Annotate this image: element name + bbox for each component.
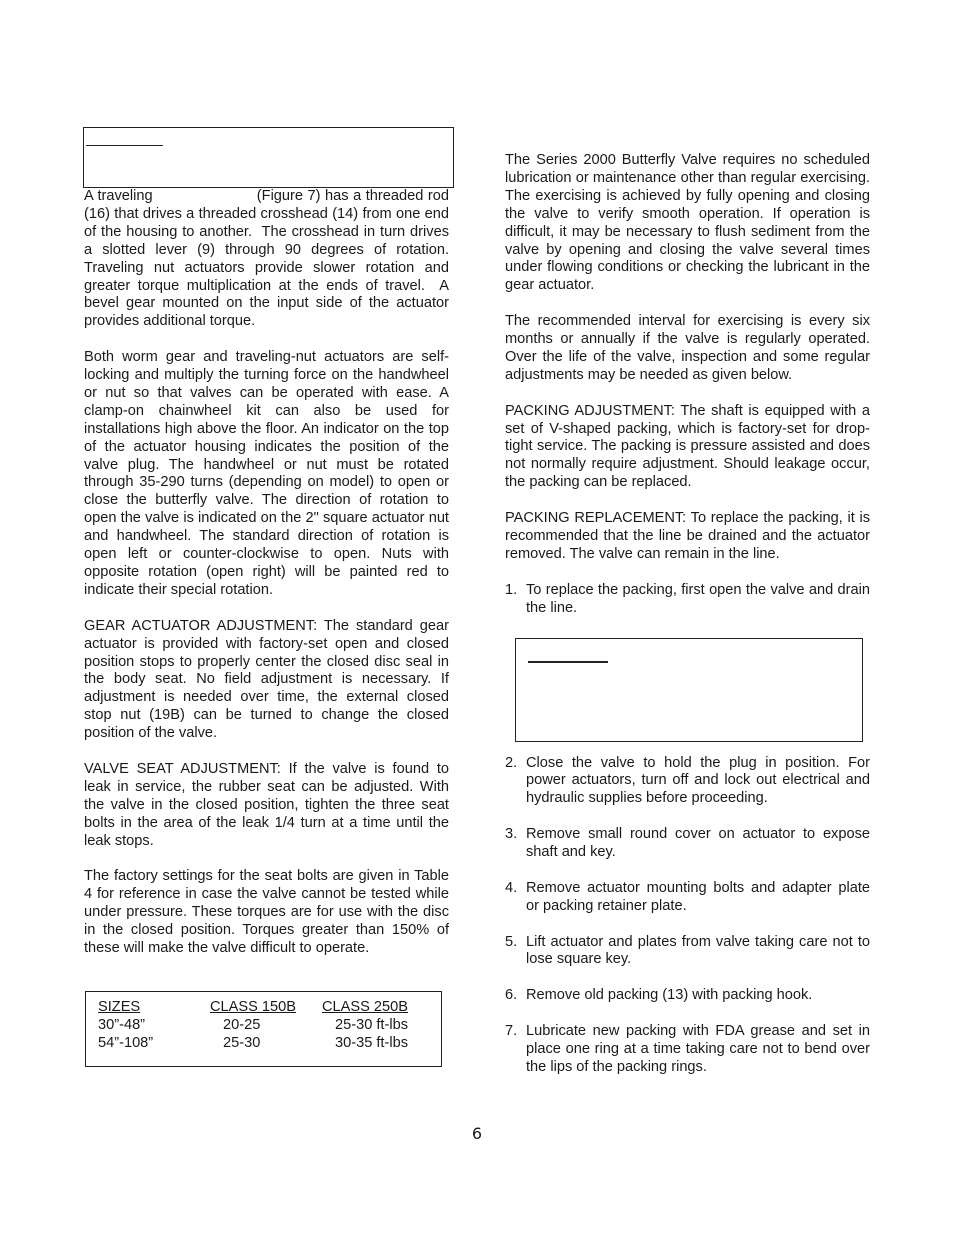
step-text: To replace the packing, first open the valve and drain the line. bbox=[526, 581, 870, 616]
step-text: Close the valve to hold the plug in position. For power actuators, turn off and lock out electrical and hydraulic supplies before proceeding. bbox=[526, 754, 870, 807]
step-number: 5. bbox=[505, 933, 518, 950]
table-header-class-250b: CLASS 250B bbox=[322, 999, 408, 1015]
step-number: 1. bbox=[505, 581, 518, 598]
maintenance-paragraph: The Series 2000 Butterfly Valve requires no scheduled lubrication or maintenance other than regular exercising. The exercising is achieved by fully opening and closing the valve to verify smooth operation. If operation is difficult, it may be necessary to flush sediment from the valve by opening and closing the valve several times under flowing conditions or checking the lubricant in the gear actuator. bbox=[505, 152, 870, 294]
self-locking-paragraph: Both worm gear and traveling-nut actuators are self-locking and multiply the turning force on the handwheel or nut so that valves can be operated with ease. A clamp-on chainwheel kit can also be used for installations high above the floor. An indicator on the top of the actuator housing indicates the position of the valve plug. The handwheel or nut must be rotated through 35-290 turns (depending on model) to open or close the butterfly valve. The direction of rotation to open the valve is indicated on the 2" square actuator nut and handwheel. The standard direction of rotation is open left or counter-clockwise to open. Nuts with opposite rotation (open right) will be painted red to indicate their special rotation. bbox=[84, 349, 449, 598]
list-item bbox=[505, 582, 870, 618]
step-text: Lift actuator and plates from valve taking care not to lose square key. bbox=[526, 933, 870, 968]
step-number: 7. bbox=[505, 1023, 518, 1040]
step-number: 4. bbox=[505, 879, 518, 896]
step-text: Remove old packing (13) with packing hook. bbox=[526, 987, 813, 1004]
list-item bbox=[505, 934, 870, 970]
step-text: Lubricate new packing with FDA grease and set in place one ring at a time taking care not to bend over the lips of the packing rings. bbox=[526, 1023, 870, 1075]
step-text: Remove small round cover on actuator to expose shaft and key. bbox=[526, 826, 870, 861]
table-cell-150b: 20-25 bbox=[223, 1017, 261, 1033]
step-text: Remove actuator mounting bolts and adapter plate or packing retainer plate. bbox=[526, 879, 870, 914]
list-gap bbox=[505, 862, 870, 880]
warning-heading-rule bbox=[528, 661, 608, 663]
valve-seat-adjustment-paragraph: VALVE SEAT ADJUSTMENT: If the valve is found to leak in service, the rubber seat can be adjusted. With the valve in the closed position, tighten the three seat bolts in the area of the leak 1/4 turn at a time until the leak stops. bbox=[84, 760, 449, 849]
table-cell-150b: 25-30 bbox=[223, 1035, 261, 1051]
table-cell-250b: 30-35 ft-lbs bbox=[335, 1035, 409, 1051]
table-cell-size: 54”-108” bbox=[98, 1035, 154, 1051]
list-gap bbox=[505, 916, 870, 934]
left-note-box bbox=[83, 127, 454, 188]
list-gap bbox=[505, 969, 870, 987]
table-cell-size: 30”-48” bbox=[98, 1017, 146, 1033]
traveling-nut-paragraph: A traveling (Figure 7) has a threaded rod (16) that drives a threaded crosshead (14) from one end of the housing to another. The crosshead in turn drives a slotted lever (9) through 90 degrees of rotation. Traveling nut actuators provide slower rotation and greater torque multiplication at the ends of travel. A bevel gear mounted on the input side of the actuator provides additional torque. bbox=[84, 188, 458, 330]
list-item bbox=[505, 1023, 870, 1077]
step-number: 6. bbox=[505, 987, 518, 1004]
packing-adjustment-paragraph: PACKING ADJUSTMENT: The shaft is equipped with a set of V-shaped packing, which is factory-set for drop-tight service. The packing is pressure assisted and does not normally require adjustment. Should leakage occur, the packing can be replaced. bbox=[505, 402, 870, 491]
step-number: 3. bbox=[505, 826, 518, 843]
table-header-class-150b: CLASS 150B bbox=[210, 999, 296, 1015]
list-item bbox=[505, 880, 870, 916]
list-item bbox=[505, 987, 870, 1005]
right-warning-box bbox=[515, 638, 863, 742]
factory-settings-paragraph: The factory settings for the seat bolts are given in Table 4 for reference in case the valve cannot be tested while under pressure. These torques are for use with the disc in the closed position. Torques greater than 150% of these will make the valve difficult to operate. bbox=[84, 868, 449, 956]
gear-actuator-adjustment-paragraph: GEAR ACTUATOR ADJUSTMENT: The standard gear actuator is provided with factory-set open and closed position stops to properly center the closed disc seal in the body seat. No field adjustment is necessary. If adjustment is needed over time, the external closed stop nut (19B) can be turned to change the closed position of the valve. bbox=[84, 617, 449, 742]
packing-replacement-paragraph: PACKING REPLACEMENT: To replace the packing, it is recommended that the line be drained and the actuator removed. The valve can remain in the line. bbox=[505, 510, 870, 562]
table-cell-250b: 25-30 ft-lbs bbox=[335, 1017, 409, 1033]
list-gap bbox=[505, 1005, 870, 1023]
left-column bbox=[84, 188, 458, 958]
table-header-row bbox=[86, 998, 441, 1016]
seat-bolt-torque-table bbox=[85, 991, 442, 1067]
note-heading-rule bbox=[86, 145, 163, 146]
list-gap bbox=[505, 808, 870, 826]
exercise-interval-paragraph: The recommended interval for exercising is every six months or annually if the valve is regularly operated. Over the life of the valve, inspection and some regular adjustments may be needed as given below. bbox=[505, 313, 870, 383]
table-row bbox=[86, 1034, 441, 1052]
right-column bbox=[505, 152, 870, 1077]
table-header-sizes: SIZES bbox=[98, 999, 141, 1015]
page-number: 6 bbox=[471, 1124, 483, 1143]
list-item bbox=[505, 826, 870, 862]
step-number: 2. bbox=[505, 754, 518, 771]
table-row bbox=[86, 1016, 441, 1034]
list-item bbox=[505, 755, 870, 809]
